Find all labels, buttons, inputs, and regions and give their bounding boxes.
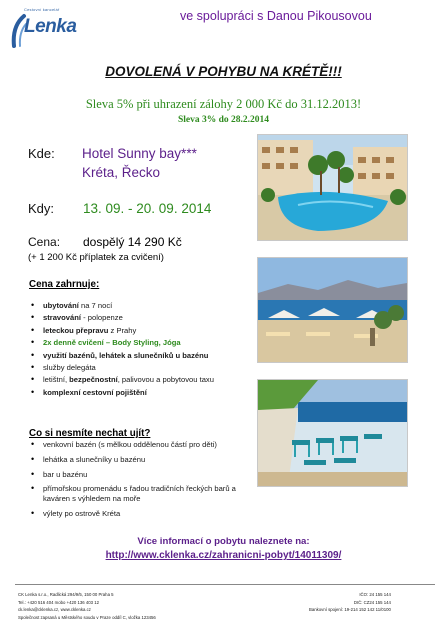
logo-brand: Lenka [24,16,77,37]
footer-line: Společnost zapsaná u Městského soudu v Praze oddíl C, vložka 123456 [18,614,156,620]
hotel-pool-photo [257,134,408,241]
list-item: • 2x denně cvičení – Body Styling, Jóga [30,338,252,348]
hotel-location: Kréta, Řecko [82,165,161,180]
footer-line: Tel.: +420 516 404 mobo +420 136 403 12 [18,599,99,605]
footer-company-info [18,591,156,621]
more-info-text: Více informací o pobytu naleznete na: [137,536,310,547]
seaside-taverna-photo [257,379,408,487]
list-item: • lehátka a slunečníky u bazénu [30,455,252,465]
list-item: • letištní, bezpečnostní, palivovou a pobytovou taxu [30,375,252,385]
page-title: DOVOLENÁ V POHYBU NA KRÉTĚ!!! [105,64,342,79]
cooperation-text: ve spolupráci s Danou Pikousovou [180,9,372,23]
when-label: Kdy: [28,201,55,216]
footer-line: DIČ: CZ24 155 144 [353,599,391,605]
where-value [82,144,197,182]
price-note: (+ 1 200 Kč příplatek za cvičení) [28,252,164,263]
list-item: • stravování - polopenze [30,313,252,323]
footer-divider [15,584,435,585]
list-item: • přímořskou promenádu s řadou tradičních řeckých barů a kaváren s výhledem na moře [30,484,252,503]
price-value: dospělý 14 290 Kč [83,235,182,249]
when-dates: 13. 09. - 20. 09. 2014 [83,201,212,216]
not-to-miss-list [30,440,252,524]
included-list [30,301,252,400]
list-item: • leteckou přepravu z Prahy [30,326,252,336]
footer-line: CK Lenka s.r.o., Radlická 294/9/5, 150 00 Praha 5 [18,592,114,597]
beach-photo [257,257,408,363]
discount-line-2: Sleva 3% do 28.2.2014 [177,115,270,125]
more-info-link[interactable]: http://www.cklenka.cz/zahranicni-pobyt/14011309/ [105,550,342,561]
logo-tagline: Cestovní kancelář [24,7,60,12]
discount-line-1: Sleva 5% při uhrazení zálohy 2 000 Kč do 31.12.2013! [85,97,362,111]
list-item: • venkovní bazén (s mělkou oddělenou částí pro děti) [30,440,252,450]
price-label: Cena: [28,235,61,249]
footer-line: IČO: 24 155 144 [359,592,391,597]
list-item: • výlety po ostrově Kréta [30,509,252,519]
footer-bank-info [309,591,391,614]
list-item: • ubytování na 7 nocí [30,301,252,311]
hotel-name: Hotel Sunny bay*** [82,146,197,161]
list-item: • využití bazénů, lehátek a slunečníků u bazénu [30,351,252,361]
footer-line: ck.lenka@cklenka.cz, www.cklenka.cz [18,607,91,613]
footer-line: Bankovní spojení: 19-214 152 142 11/0100 [309,607,391,613]
list-item: • bar u bazénu [30,470,252,480]
included-heading: Cena zahrnuje: [29,279,100,290]
list-item: • komplexní cestovní pojištění [30,388,252,398]
where-label: Kde: [28,146,55,161]
list-item: • služby delegáta [30,363,252,373]
lenka-logo [10,6,76,48]
not-to-miss-heading: Co si nesmíte nechat ujít? [29,428,151,439]
